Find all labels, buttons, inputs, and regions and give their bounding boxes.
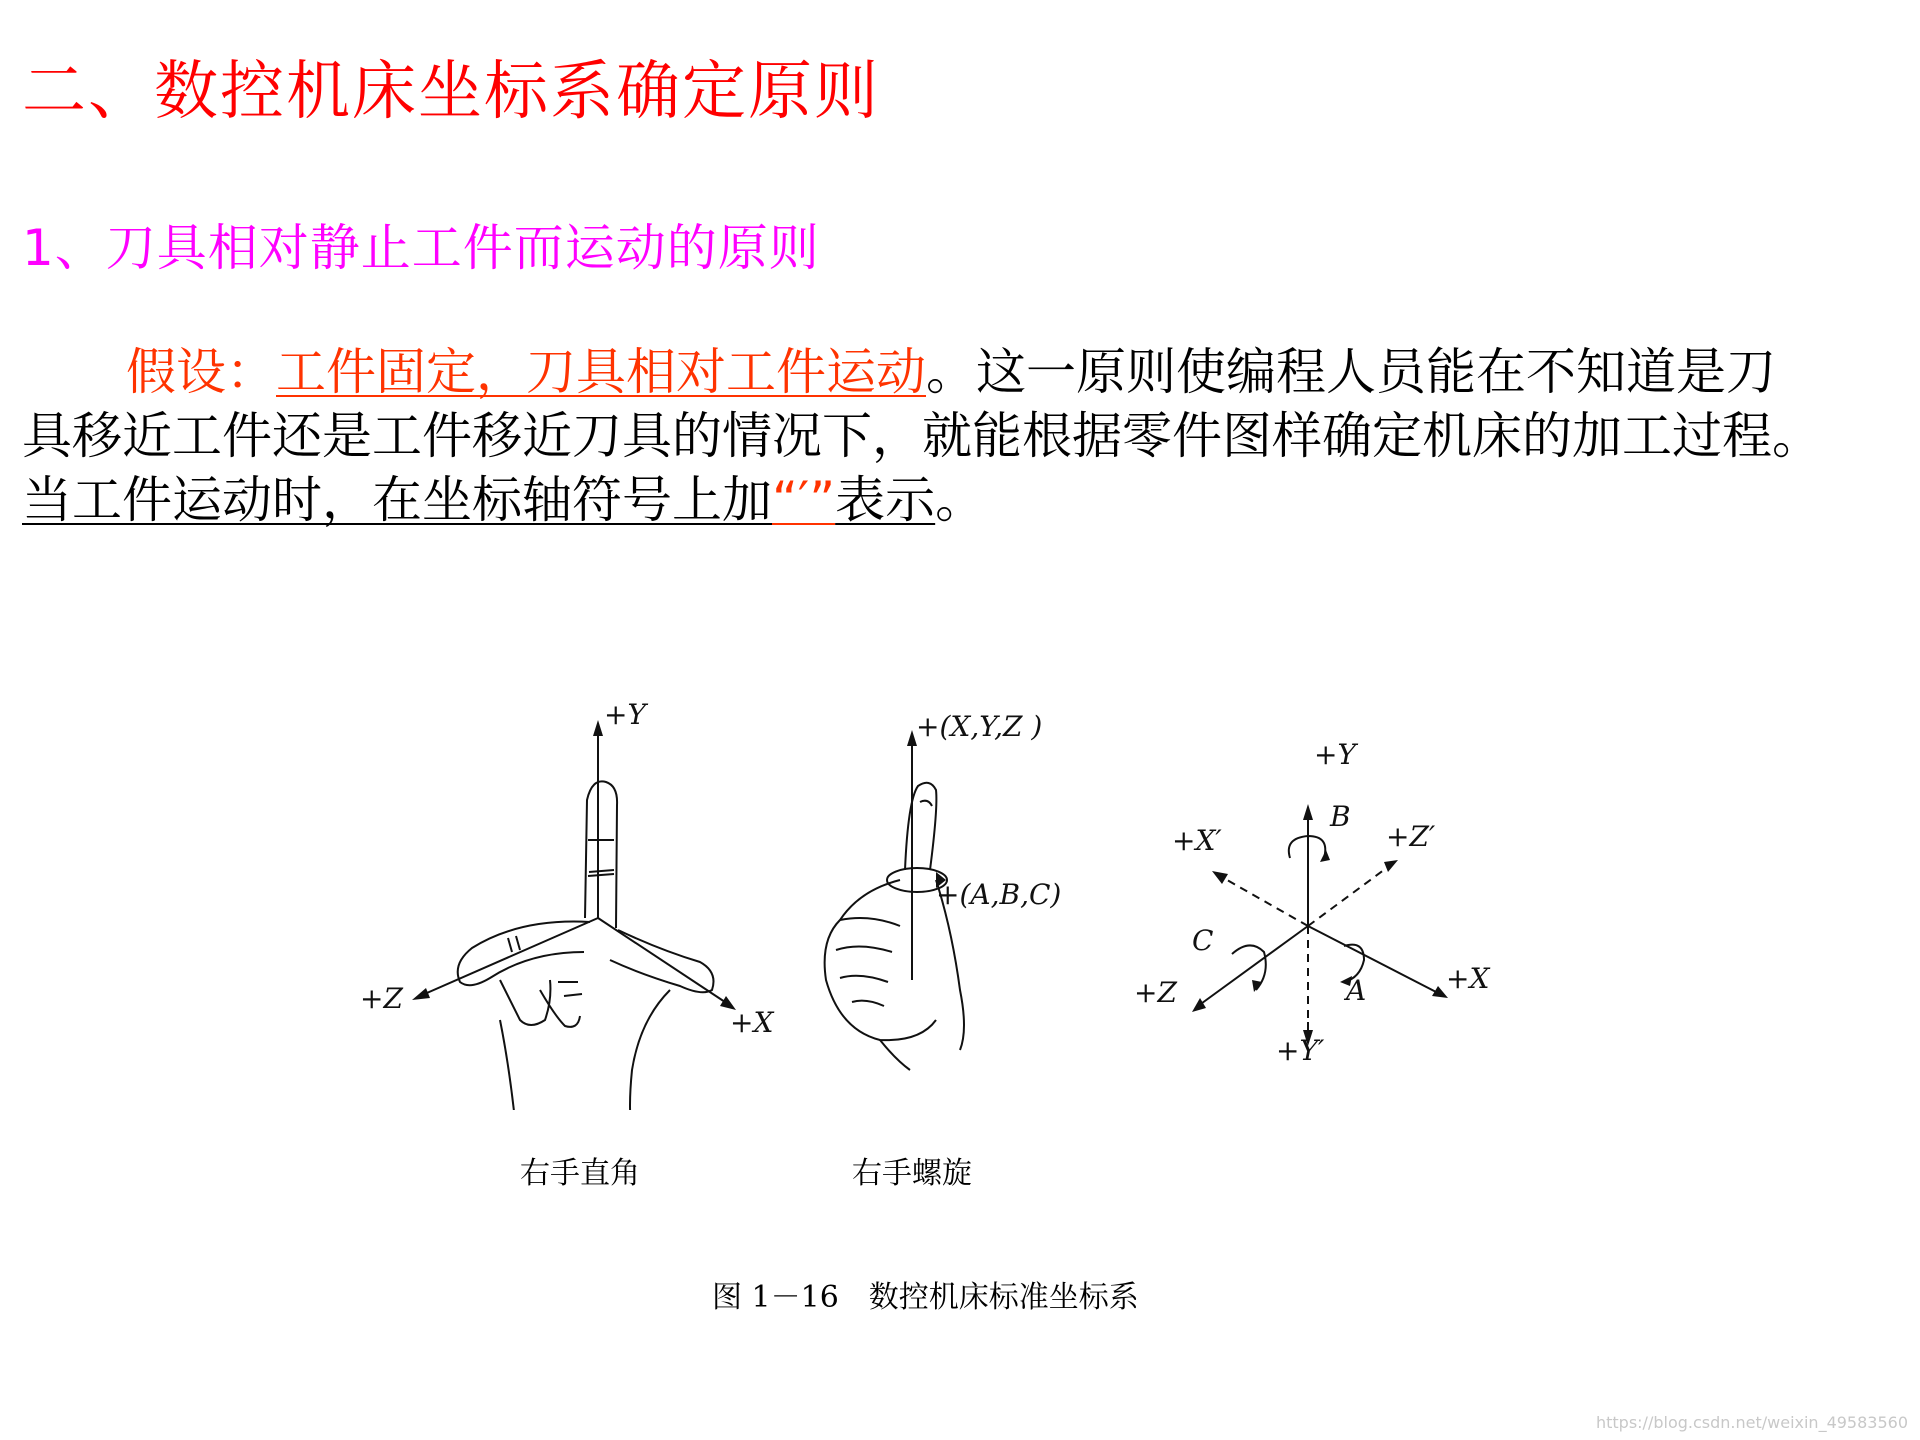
axes3-c-label: C [1192, 924, 1214, 957]
hand1-y-label: +Y [604, 698, 646, 731]
coordinate-figure [340, 690, 1580, 1110]
line1-rest: 。这一原则使编程人员能在不知道是刀 [926, 343, 1776, 401]
paragraph-line-2: 具移近工件还是工件移近刀具的情况下，就能根据零件图样确定机床的加工过程。 [22, 407, 1822, 465]
watermark: https://blog.csdn.net/weixin_49583560 [1595, 1413, 1908, 1432]
line3-end-text: 表示 [835, 471, 936, 529]
paragraph-line-1 [22, 340, 1912, 404]
hand1-caption: 右手直角 [520, 1156, 640, 1191]
figure-caption: 图 1－16 数控机床标准坐标系 [712, 1280, 1139, 1315]
axes3-y-prime-label: +Y′ [1276, 1034, 1325, 1067]
axes3-a-label: A [1346, 974, 1367, 1007]
axes3-z-prime-label: +Z′ [1386, 820, 1436, 853]
prime-quote: “′” [772, 471, 836, 529]
axes3-b-label: B [1330, 800, 1351, 833]
hand2-xyz-label: +(X,Y,Z ) [916, 710, 1043, 743]
axes3-z-label: +Z [1134, 976, 1177, 1009]
axes3-y-label: +Y [1314, 738, 1356, 771]
axes3-x-label: +X [1446, 962, 1490, 995]
principle-paragraph [22, 340, 1912, 532]
paragraph-line-3 [22, 468, 1912, 532]
axes3-x-prime-label: +X′ [1172, 824, 1222, 857]
assumption-lead: 假设： [126, 343, 276, 401]
hand1-z-label: +Z [360, 982, 403, 1015]
hand2-abc-label: +(A,B,C) [936, 878, 1062, 911]
section-heading: 1、刀具相对静止工件而运动的原则 [22, 219, 820, 277]
page-title: 二、数控机床坐标系确定原则 [22, 55, 880, 129]
line3-period: 。 [935, 471, 986, 529]
right-hand-rectangular-illustration [412, 720, 736, 1110]
hand1-x-label: +X [730, 1006, 774, 1039]
hand2-caption: 右手螺旋 [852, 1156, 972, 1191]
assumption-emphasis: 工件固定，刀具相对工件运动 [276, 343, 926, 401]
line3-text: 当工件运动时，在坐标轴符号上加 [22, 471, 772, 529]
